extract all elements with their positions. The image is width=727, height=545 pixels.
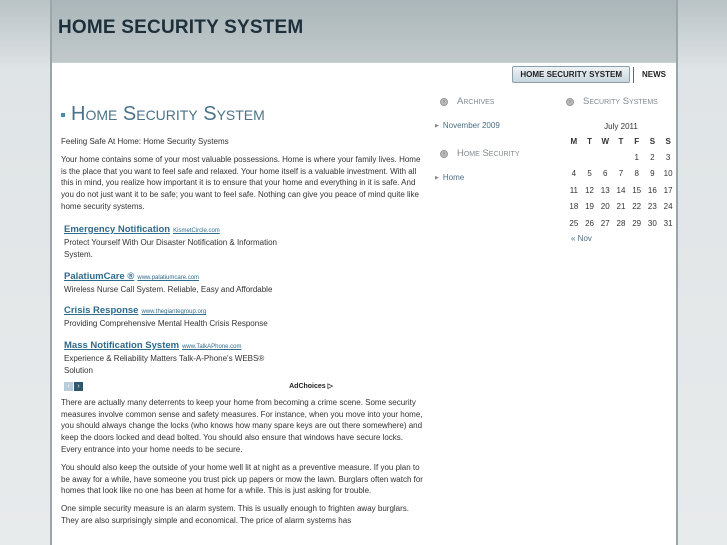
security-systems-title: Security Systems: [583, 96, 658, 107]
calendar-day: 28: [616, 218, 626, 228]
home-security-title: Home Security: [457, 148, 520, 159]
circle-arrow-icon: ›: [440, 150, 448, 158]
ad-footer: [64, 382, 333, 391]
paragraph: You should also keep the outside of your home well lit at night as a preventive measure. If you plan to be away for a while, have someone you trust pick up papers or mow the lawn. Burglars often watch for homes that look like no one has been at home for a while. This is just asking for trouble.: [61, 462, 423, 496]
calendar-day: 26: [585, 218, 594, 228]
main-content: [61, 103, 423, 527]
calendar-day: 29: [632, 218, 642, 228]
calendar-prev-link[interactable]: « Nov: [571, 233, 592, 243]
calendar-day-header: S: [649, 136, 656, 146]
circle-arrow-icon: ›: [566, 98, 574, 106]
calendar-day: 10: [663, 169, 673, 179]
bullet-icon: [61, 113, 65, 117]
ad-description: Providing Comprehensive Mental Health Crisis Response: [64, 319, 268, 329]
ad-url[interactable]: www.TalkAPhone.com: [182, 343, 242, 350]
page-title-text: Home Security System: [71, 103, 265, 125]
site-title[interactable]: HOME SECURITY SYSTEM: [58, 17, 304, 38]
home-link-label[interactable]: Home: [442, 173, 465, 182]
calendar-day: 20: [600, 202, 610, 212]
nav-news[interactable]: NEWS: [642, 70, 666, 79]
calendar-day: 30: [647, 218, 657, 228]
calendar-day: [613, 149, 629, 166]
ad-description: Protect Yourself With Our Disaster Notification & Information System.: [64, 237, 277, 260]
calendar-day: 11: [569, 185, 578, 195]
ad-item: [64, 335, 286, 378]
calendar-day-header: W: [601, 136, 610, 146]
page-title: [61, 103, 423, 126]
ad-prev-button[interactable]: ‹: [64, 382, 73, 391]
calendar-day: 9: [650, 169, 655, 179]
adchoices-link[interactable]: AdChoices ▷: [289, 383, 333, 391]
calendar-day: 1: [634, 152, 639, 162]
calendar-day-header: M: [570, 136, 578, 146]
site-header: [52, 0, 676, 63]
page-frame: [50, 0, 678, 545]
archives-title: Archives: [457, 96, 495, 107]
calendar-day: 24: [663, 202, 673, 212]
calendar-day: 6: [603, 169, 608, 179]
ad-description: Experience & Reliability Matters Talk-A-Phone's WEBS® Solution: [64, 353, 265, 376]
ad-title[interactable]: PalatiumCare ®: [64, 270, 135, 282]
home-security-heading: [440, 148, 550, 159]
sidebar-archives: [435, 96, 550, 182]
calendar-day: 17: [663, 185, 673, 195]
triangle-icon: ▶: [435, 174, 439, 181]
calendar-day: 27: [600, 218, 610, 228]
ad-item: [64, 300, 286, 331]
ad-item: [64, 219, 286, 262]
archive-link[interactable]: [435, 121, 550, 130]
subtitle: Feeling Safe At Home: Home Security Systems: [61, 137, 229, 146]
calendar-week: [566, 182, 676, 199]
calendar-day: 8: [634, 169, 639, 179]
ad-block: [64, 219, 333, 391]
triangle-icon: ▶: [435, 122, 439, 129]
paragraph: There are actually many deterrents to keep your home from becoming a crime scene. Some security measures involve common sense and safety measures. For instance, when you move into your home, you should always change the locks (who knows how many spare keys are out there somewhere) and keep the doors locked and dead bolted. You should also ensure that windows have secure locks. Every entrance into your home needs to be secure.: [61, 397, 423, 454]
ad-url[interactable]: KismetCircle.com: [173, 227, 220, 234]
archives-heading: [440, 96, 550, 107]
intro-paragraph: Your home contains some of your most valuable possessions. Home is where your family lives. Home is the place that you want to feel safe and relaxed. Your home itself is a valuable investment. With all this in mind, you realize how important it is to ensure that your home and everything in it is safe. And you do not just want it to be safe; you want to feel safe. Nothing can give you peace of mind quite like home security systems.: [61, 154, 421, 211]
calendar-day: 4: [571, 169, 577, 179]
ad-description: Wireless Nurse Call System. Reliable, Easy and Affordable: [64, 284, 273, 294]
sidebar-security-systems: [566, 96, 676, 243]
ad-url[interactable]: www.thegiantegroup.org: [141, 309, 207, 316]
paragraph: One simple security measure is an alarm system. This is usually enough to frighten away burglars. They are also surprisingly simple and economical. The price of alarm systems has: [61, 504, 410, 525]
ad-title[interactable]: Crisis Response: [64, 305, 139, 317]
calendar-week: [566, 166, 676, 183]
nav-home-security-system[interactable]: HOME SECURITY SYSTEM: [512, 66, 630, 83]
calendar-week: [566, 199, 676, 216]
calendar-day-header: F: [634, 136, 640, 146]
security-systems-heading: [566, 96, 676, 107]
ad-url[interactable]: www.palatiumcare.com: [137, 274, 200, 281]
ad-title[interactable]: Emergency Notification: [64, 223, 171, 235]
archive-link-label[interactable]: November 2009: [442, 121, 500, 130]
calendar-day: 7: [618, 169, 624, 179]
calendar-day: 25: [569, 218, 579, 228]
calendar-day: 31: [663, 218, 673, 228]
calendar-week: [566, 215, 676, 232]
calendar-day: [597, 149, 613, 166]
calendar-day: 16: [647, 185, 657, 195]
home-link[interactable]: [435, 173, 550, 182]
calendar-day-header: T: [618, 136, 624, 146]
calendar-day: [582, 149, 598, 166]
ad-title[interactable]: Mass Notification System: [64, 339, 180, 351]
calendar-day: 18: [569, 202, 579, 212]
calendar-week: [566, 149, 676, 166]
calendar-day: 13: [600, 185, 610, 195]
calendar-day: 5: [587, 169, 592, 179]
calendar-day: [566, 149, 582, 166]
ad-item: [64, 266, 286, 297]
calendar: [566, 122, 676, 232]
circle-arrow-icon: ›: [440, 98, 448, 106]
calendar-day: 23: [647, 202, 657, 212]
calendar-day: 15: [632, 185, 642, 195]
calendar-day: 3: [665, 152, 671, 162]
calendar-caption: July 2011: [604, 122, 638, 131]
top-nav: [512, 66, 666, 83]
nav-divider: [633, 67, 634, 83]
calendar-day: 12: [585, 185, 594, 195]
calendar-day: 22: [632, 202, 642, 212]
calendar-day: 21: [616, 202, 626, 212]
calendar-day: 2: [650, 152, 655, 162]
ad-next-button[interactable]: ›: [74, 382, 83, 391]
calendar-day-header: T: [587, 136, 592, 146]
calendar-day: 19: [585, 202, 594, 212]
calendar-day: 14: [616, 185, 626, 195]
calendar-day-header: S: [665, 136, 671, 146]
